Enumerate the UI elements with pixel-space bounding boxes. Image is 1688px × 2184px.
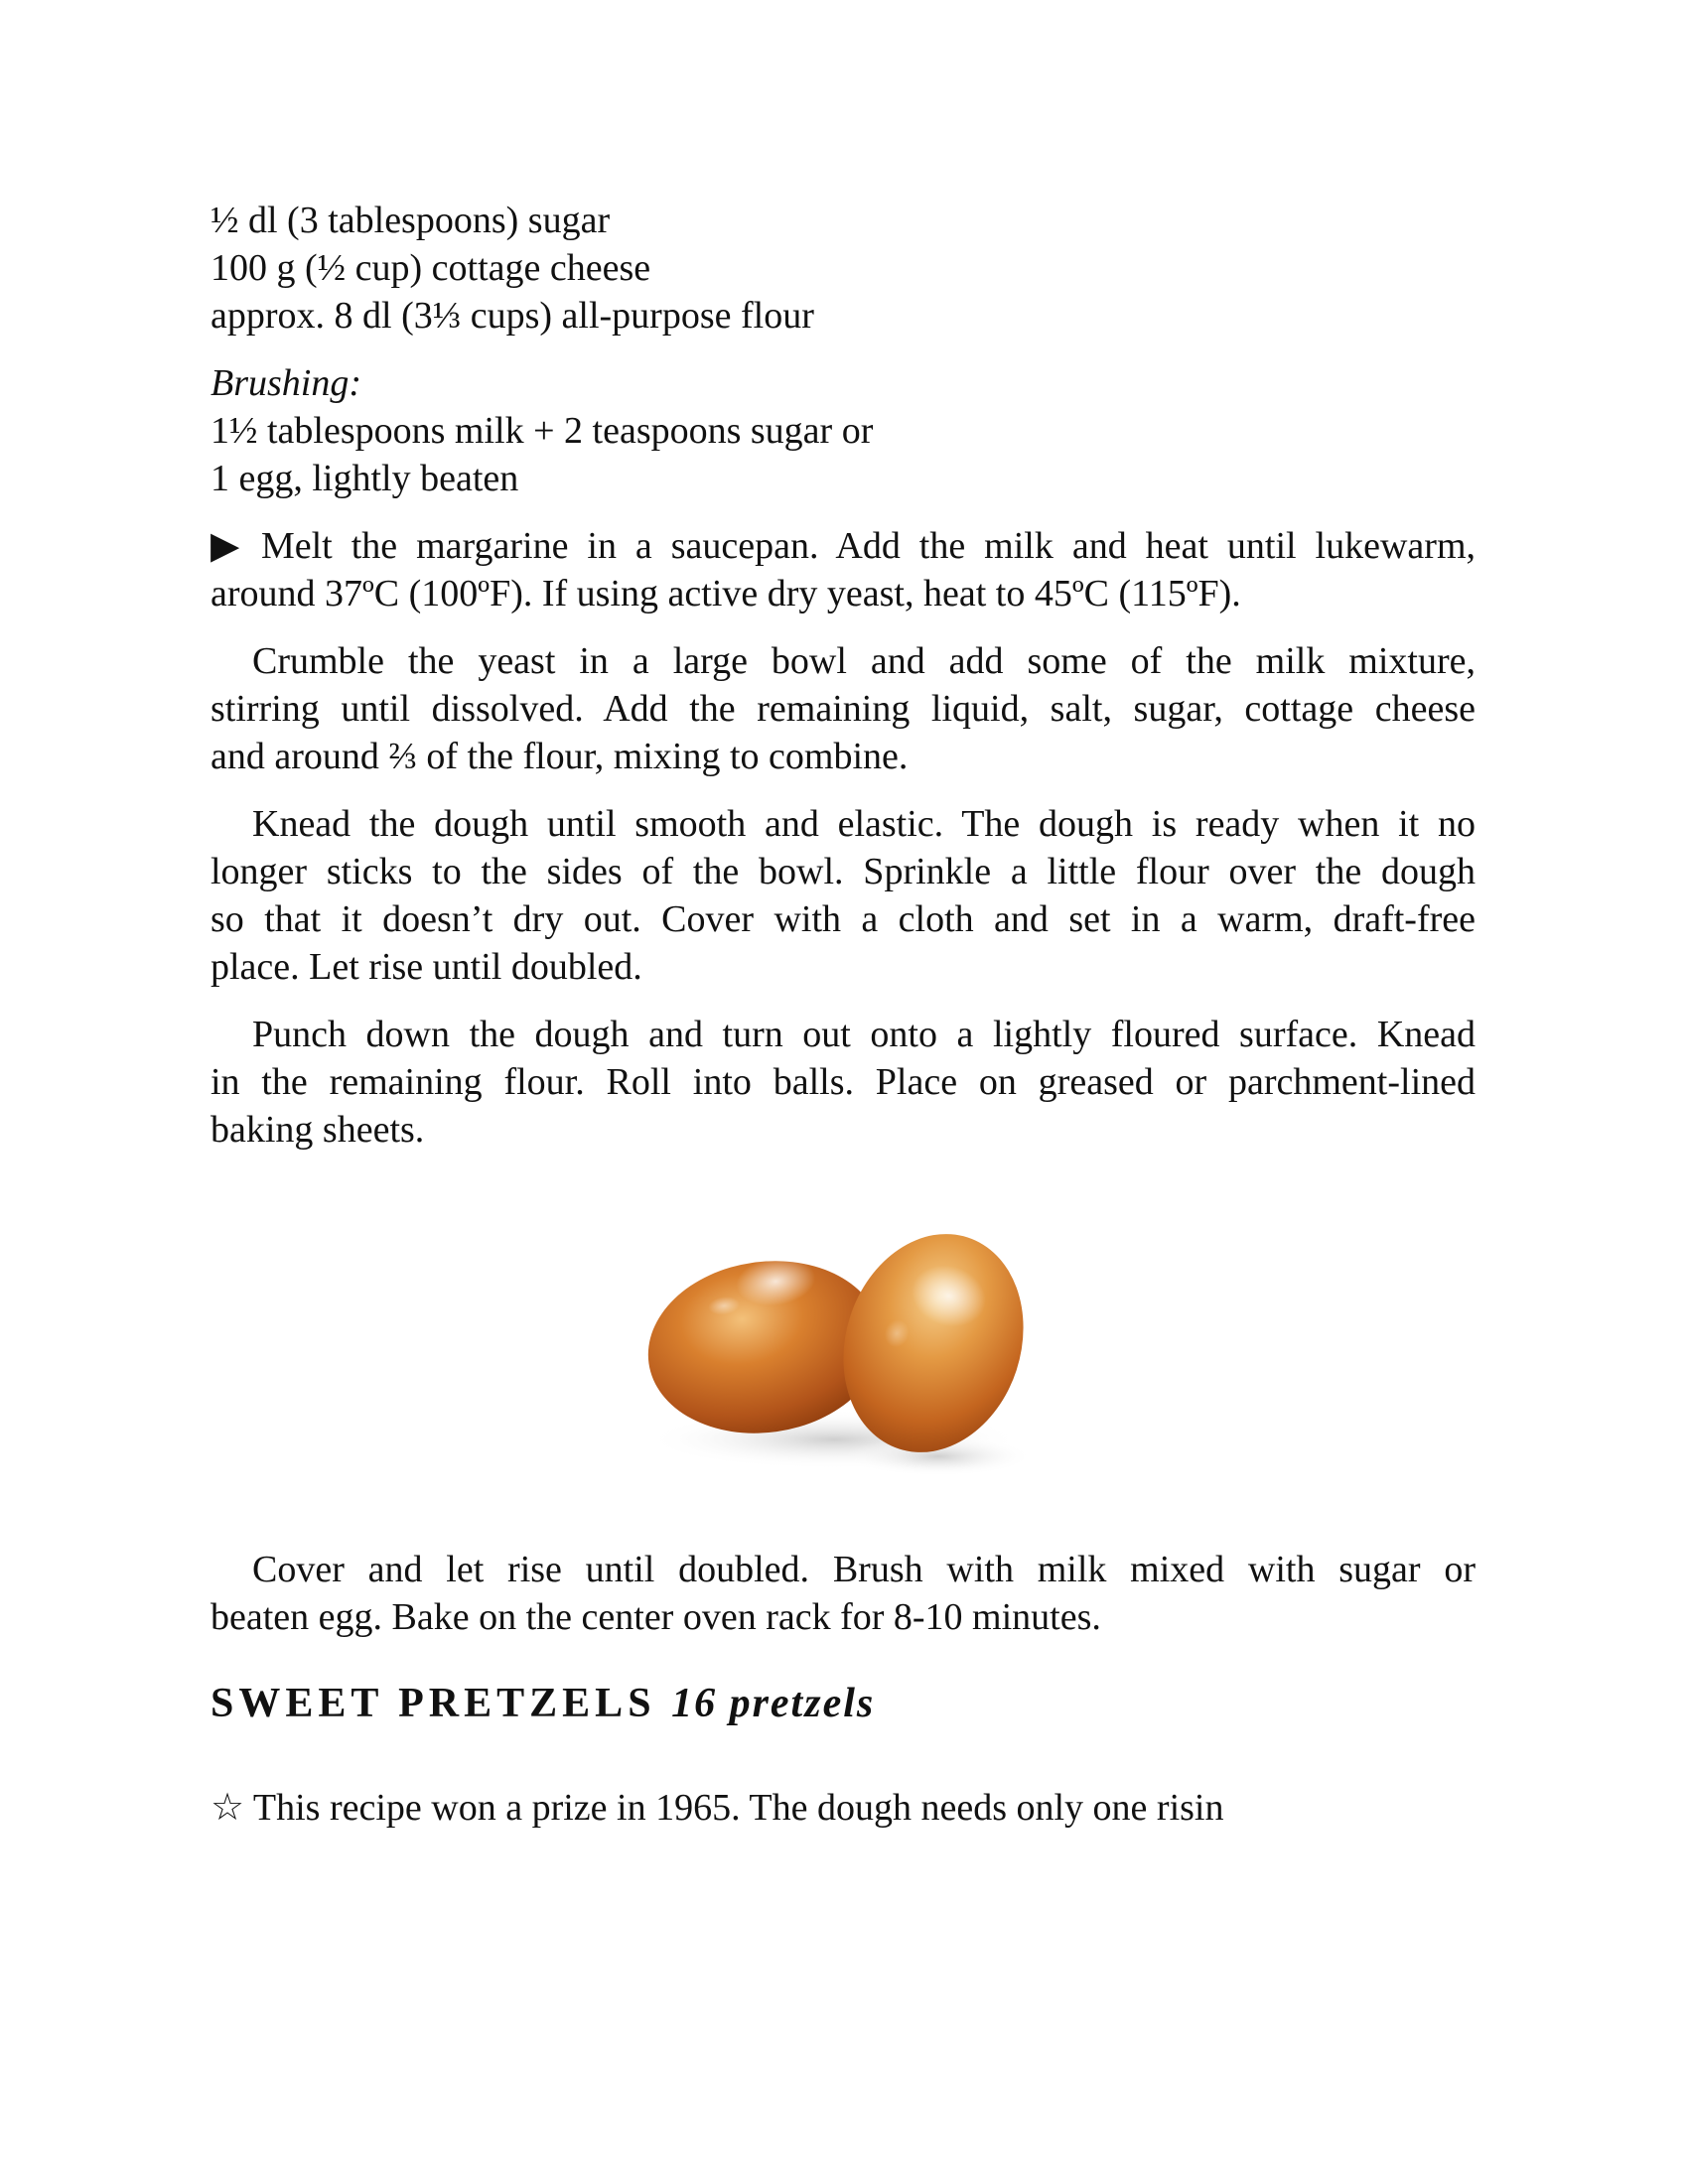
step-text: around 37ºC (100ºF). If using active dry yeast, heat to 45ºC (115ºF). xyxy=(211,573,1241,614)
ingredient-line: ½ dl (3 tablespoons) sugar xyxy=(211,200,611,241)
step-text: beaten egg. Bake on the center oven rack for 8-10 minutes. xyxy=(211,1596,1101,1638)
recipe-heading xyxy=(211,1678,875,1729)
brushing-line: 1½ tablespoons milk + 2 teaspoons sugar or xyxy=(211,410,874,452)
triangle-marker-icon: ▶ xyxy=(211,525,240,567)
brushing-section xyxy=(211,359,1476,502)
buns-illustration xyxy=(635,1226,1062,1484)
buns-photo xyxy=(635,1226,1062,1484)
step-text: in the remaining flour. Roll into balls. Place on greased or parchment-lined xyxy=(211,1061,1476,1103)
step-bake xyxy=(211,1546,1476,1641)
ingredient-line: approx. 8 dl (3⅓ cups) all-purpose flour xyxy=(211,295,814,337)
recipe-page xyxy=(211,197,1476,1154)
step-melt xyxy=(211,522,1476,617)
ingredient-list xyxy=(211,197,1476,340)
step-text: place. Let rise until doubled. xyxy=(211,946,642,988)
step-punch xyxy=(211,1011,1476,1154)
ingredient-line: 100 g (½ cup) cottage cheese xyxy=(211,247,651,289)
step-text: so that it doesn’t dry out. Cover with a cloth and set in a warm, draft-free xyxy=(211,898,1476,940)
recipe-yield: 16 pretzels xyxy=(671,1681,876,1726)
step-text: Knead the dough until smooth and elastic. The dough is ready when it no xyxy=(252,803,1476,845)
step-text: Melt the margarine in a saucepan. Add the milk and heat until lukewarm, xyxy=(260,525,1477,567)
recipe-note xyxy=(211,1784,1223,1832)
note-text: This recipe won a prize in 1965. The dough needs only one risin xyxy=(252,1787,1224,1829)
step-text: Punch down the dough and turn out onto a lightly floured surface. Knead xyxy=(252,1014,1476,1055)
recipe-title: SWEET PRETZELS xyxy=(211,1681,656,1726)
brushing-label: Brushing: xyxy=(211,362,361,404)
step-text: Crumble the yeast in a large bowl and add some of the milk mixture, xyxy=(252,640,1476,682)
step-text: longer sticks to the sides of the bowl. Sprinkle a little flour over the dough xyxy=(211,851,1476,892)
brushing-line: 1 egg, lightly beaten xyxy=(211,458,519,499)
step-crumble xyxy=(211,637,1476,780)
star-icon: ☆ xyxy=(211,1787,245,1829)
step-text: baking sheets. xyxy=(211,1109,425,1151)
step-text: Cover and let rise until doubled. Brush with milk mixed with sugar or xyxy=(252,1549,1476,1590)
step-text: stirring until dissolved. Add the remaining liquid, salt, sugar, cottage cheese xyxy=(211,688,1476,730)
step-knead xyxy=(211,800,1476,991)
step-text: and around ⅔ of the flour, mixing to combine. xyxy=(211,736,909,777)
